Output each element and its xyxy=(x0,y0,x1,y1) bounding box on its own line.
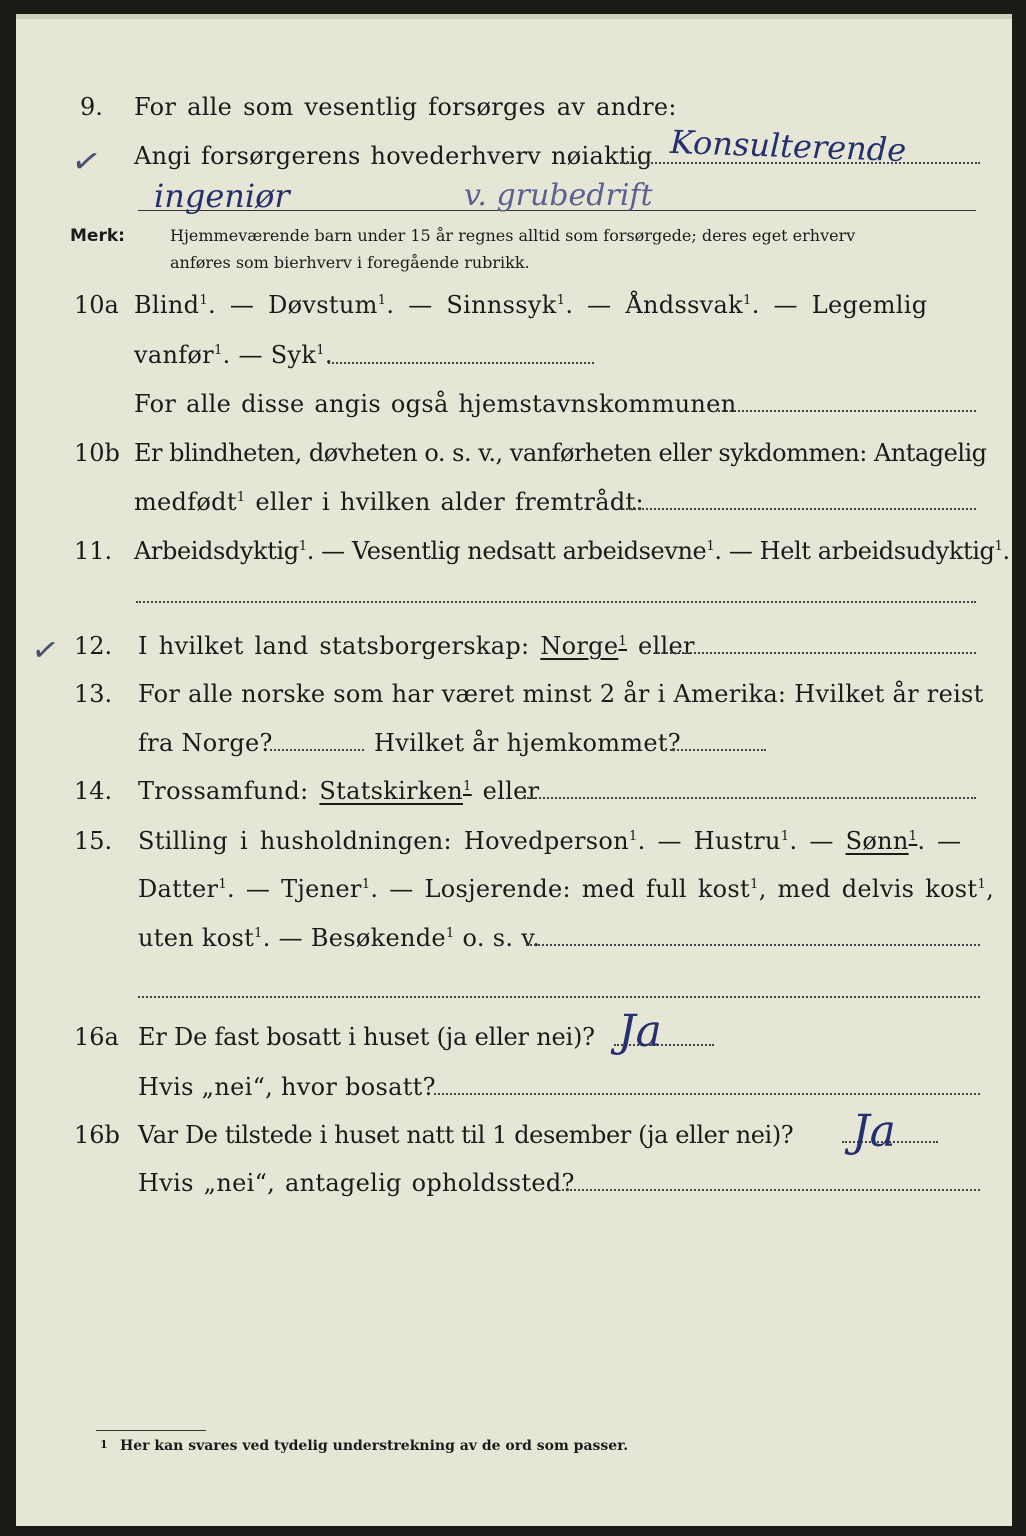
q16b-line2: Hvis „nei“, antagelig opholdssted? xyxy=(138,1169,575,1197)
q16a-line1: Er De fast bosatt i huset (ja eller nei)? xyxy=(138,1023,595,1051)
q10a-syk-dotted-line xyxy=(328,362,594,364)
q13-reist-dotted-line xyxy=(270,749,364,751)
merk-line2: anføres som bierhverv i foregående rubrikk. xyxy=(170,253,530,272)
check-mark-12: ✓ xyxy=(28,628,62,672)
q10b-line1: Er blindheten, døvheten o. s. v., vanførheten eller sykdommen: Antagelig xyxy=(134,439,987,467)
q10b-dotted-line xyxy=(618,508,976,510)
q13-line2b: Hvilket år hjemkommet? xyxy=(374,729,681,757)
footnote-rule xyxy=(96,1430,206,1431)
q13-number: 13. xyxy=(74,680,113,708)
footnote-mark: 1 xyxy=(100,1438,108,1451)
q9-line2: Angi forsørgerens hovederhverv nøiaktig xyxy=(134,142,653,170)
q9-line1: For alle som vesentlig forsørges av andre: xyxy=(134,93,677,121)
q12-number: 12. xyxy=(74,632,113,660)
q13-line1: For alle norske som har været minst 2 år i Amerika: Hvilket år reist xyxy=(138,680,984,708)
q15-extra-dotted-line xyxy=(138,996,980,998)
q14-line: Trossamfund: Statskirken$^1$ eller xyxy=(138,777,540,805)
merk-line1: Hjemmeværende barn under 15 år regnes alltid som forsørgede; deres eget erhverv xyxy=(170,226,856,245)
q15-line1: Stilling i husholdningen: Hovedperson$^1$. — Hustru$^1$. — Sønn$^1$. — xyxy=(138,827,962,855)
q16b-line1: Var De tilstede i huset natt til 1 desember (ja eller nei)? xyxy=(138,1121,794,1149)
q10a-line1: Blind$^1$. — Døvstum$^1$. — Sinnssyk$^1$. — Åndssvak$^1$. — Legemlig xyxy=(134,291,928,319)
q10a-line3: For alle disse angis også hjemstavnskommunen xyxy=(134,390,737,418)
q9-handwritten-answer-1: Konsulterende xyxy=(669,122,907,170)
q16b-handwritten-answer: Ja xyxy=(852,1106,896,1157)
q16a-bosatt-dotted-line xyxy=(434,1093,980,1095)
q16a-handwritten-answer: Ja xyxy=(618,1006,662,1057)
q10b-number: 10b xyxy=(74,439,120,467)
q10a-hjemstavn-dotted-line xyxy=(718,410,976,412)
q10a-line2: vanfør$^1$. — Syk$^1$. xyxy=(134,341,333,369)
q9-handwritten-answer-3: v. grubedrift xyxy=(464,178,653,213)
q11-dotted-line xyxy=(136,601,976,603)
q15-line3: uten kost$^1$. — Besøkende$^1$ o. s. v. xyxy=(138,924,541,952)
q15-number: 15. xyxy=(74,827,113,855)
q9-handwritten-answer-2: ingeniør xyxy=(154,177,290,215)
q11-line1: Arbeidsdyktig$^1$. — Vesentlig nedsatt arbeidsevne$^1$. — Helt arbeidsudyktig$^1$. xyxy=(134,537,1010,565)
q16a-number: 16a xyxy=(74,1023,119,1051)
check-mark-9: ✓ xyxy=(68,139,105,185)
q9-number: 9. xyxy=(80,93,103,121)
footnote-text: Her kan svares ved tydelig understrekning av de ord som passer. xyxy=(120,1438,629,1454)
page-top-edge xyxy=(16,14,1012,19)
q14-number: 14. xyxy=(74,777,113,805)
q14-dotted-line xyxy=(524,797,976,799)
merk-label: Merk: xyxy=(70,226,125,246)
census-form-page xyxy=(16,14,1012,1526)
q12-line: I hvilket land statsborgerskap: Norge$^1$ eller xyxy=(138,632,695,660)
q15-line2: Datter$^1$. — Tjener$^1$. — Losjerende: med full kost$^1$, med delvis kost$^1$, xyxy=(138,875,995,903)
q15-dotted-line xyxy=(526,944,980,946)
q11-number: 11. xyxy=(74,537,113,565)
q13-line2a: fra Norge? xyxy=(138,729,273,757)
q16a-line2: Hvis „nei“, hvor bosatt? xyxy=(138,1073,436,1101)
q10b-line2: medfødt$^1$ eller i hvilken alder fremtrådt: xyxy=(134,488,644,516)
q10a-number: 10a xyxy=(74,291,119,319)
q12-dotted-line xyxy=(654,652,976,654)
q13-hjemkommet-dotted-line xyxy=(670,749,766,751)
q16b-number: 16b xyxy=(74,1121,120,1149)
q16b-dotted-line-2 xyxy=(562,1189,980,1191)
